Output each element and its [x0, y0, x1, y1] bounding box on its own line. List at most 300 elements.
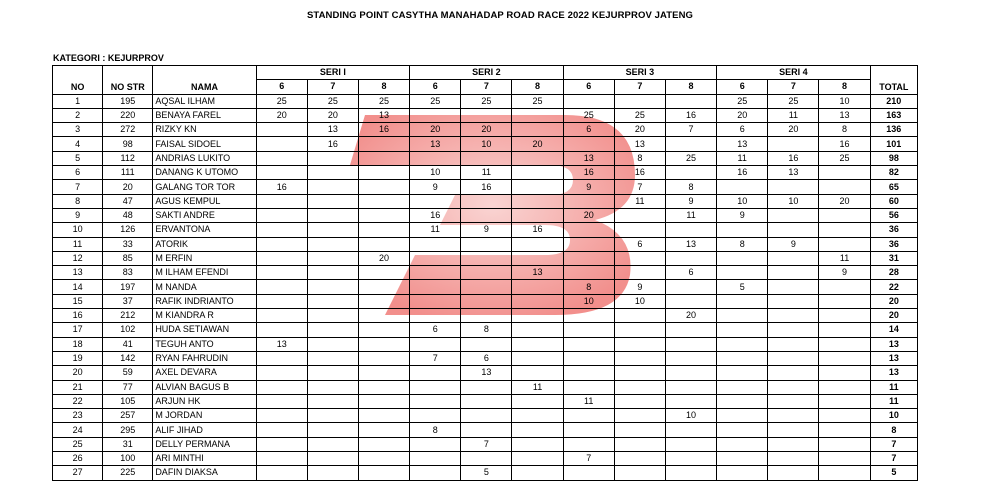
points-cell — [512, 123, 563, 137]
points-cell — [819, 323, 870, 337]
points-cell: 25 — [358, 94, 409, 108]
rider-name-cell: FAISAL SIDOEL — [153, 137, 256, 151]
rider-nostr-cell: 102 — [103, 323, 153, 337]
rider-no-cell: 3 — [53, 123, 103, 137]
points-cell: 9 — [717, 208, 768, 222]
points-cell: 25 — [768, 94, 819, 108]
points-cell — [307, 194, 358, 208]
points-cell — [768, 180, 819, 194]
header-seri-1: SERI I — [256, 66, 409, 80]
rider-nostr-cell: 33 — [103, 237, 153, 251]
rider-name-cell: BENAYA FAREL — [153, 108, 256, 122]
points-cell — [256, 394, 307, 408]
points-cell: 25 — [819, 151, 870, 165]
points-cell — [665, 351, 716, 365]
points-cell — [614, 437, 665, 451]
points-cell — [410, 380, 461, 394]
points-cell — [717, 423, 768, 437]
points-cell — [717, 266, 768, 280]
points-cell — [358, 137, 409, 151]
points-cell — [307, 294, 358, 308]
points-cell: 16 — [461, 180, 512, 194]
points-cell: 13 — [512, 266, 563, 280]
rider-name-cell: DELLY PERMANA — [153, 437, 256, 451]
rider-name-cell: ALIF JIHAD — [153, 423, 256, 437]
points-cell — [614, 423, 665, 437]
points-cell: 13 — [665, 237, 716, 251]
rider-no-cell: 22 — [53, 394, 103, 408]
points-cell — [512, 166, 563, 180]
points-cell — [358, 309, 409, 323]
points-cell — [665, 394, 716, 408]
points-cell — [819, 394, 870, 408]
points-cell — [410, 294, 461, 308]
points-cell — [819, 208, 870, 222]
header-race: 7 — [614, 80, 665, 94]
points-cell — [256, 309, 307, 323]
points-cell: 20 — [665, 309, 716, 323]
points-cell — [410, 280, 461, 294]
points-cell — [614, 94, 665, 108]
total-cell: 98 — [870, 151, 917, 165]
points-cell — [512, 394, 563, 408]
points-cell — [410, 437, 461, 451]
points-cell — [665, 280, 716, 294]
points-cell: 10 — [410, 166, 461, 180]
points-cell: 16 — [358, 123, 409, 137]
rider-nostr-cell: 59 — [103, 366, 153, 380]
points-cell: 11 — [614, 194, 665, 208]
points-cell: 11 — [665, 208, 716, 222]
points-cell — [614, 309, 665, 323]
points-cell: 8 — [819, 123, 870, 137]
rider-nostr-cell: 295 — [103, 423, 153, 437]
total-cell: 65 — [870, 180, 917, 194]
points-cell — [256, 280, 307, 294]
points-cell — [358, 394, 409, 408]
points-cell: 25 — [307, 94, 358, 108]
points-cell — [563, 94, 614, 108]
points-cell: 13 — [614, 137, 665, 151]
points-cell — [768, 294, 819, 308]
points-cell — [461, 151, 512, 165]
rider-name-cell: M ILHAM EFENDI — [153, 266, 256, 280]
points-cell — [461, 237, 512, 251]
rider-name-cell: DAFIN DIAKSA — [153, 466, 256, 480]
points-cell: 6 — [410, 323, 461, 337]
rider-no-cell: 25 — [53, 437, 103, 451]
points-cell — [717, 309, 768, 323]
points-cell: 20 — [768, 123, 819, 137]
points-cell — [665, 423, 716, 437]
points-cell — [358, 366, 409, 380]
points-cell — [512, 151, 563, 165]
rider-name-cell: RIZKY KN — [153, 123, 256, 137]
points-cell — [410, 452, 461, 466]
points-cell — [307, 466, 358, 480]
points-cell — [563, 380, 614, 394]
header-nama: NAMA — [153, 66, 256, 95]
rider-nostr-cell: 37 — [103, 294, 153, 308]
header-race: 8 — [358, 80, 409, 94]
points-cell: 16 — [307, 137, 358, 151]
points-cell — [717, 380, 768, 394]
table-row — [53, 194, 918, 208]
points-cell: 9 — [614, 280, 665, 294]
points-cell — [614, 208, 665, 222]
points-cell — [410, 337, 461, 351]
points-cell — [614, 323, 665, 337]
points-cell — [307, 337, 358, 351]
points-cell — [256, 366, 307, 380]
points-cell — [461, 423, 512, 437]
total-cell: 28 — [870, 266, 917, 280]
points-cell — [717, 294, 768, 308]
points-cell — [307, 151, 358, 165]
points-cell — [665, 137, 716, 151]
points-cell — [665, 323, 716, 337]
points-cell: 6 — [614, 237, 665, 251]
points-cell: 20 — [563, 208, 614, 222]
rider-nostr-cell: 31 — [103, 437, 153, 451]
standings-table — [52, 65, 918, 481]
table-row — [53, 223, 918, 237]
total-cell: 13 — [870, 337, 917, 351]
rider-no-cell: 4 — [53, 137, 103, 151]
points-cell — [307, 309, 358, 323]
points-cell: 9 — [819, 266, 870, 280]
points-cell: 25 — [461, 94, 512, 108]
rider-nostr-cell: 111 — [103, 166, 153, 180]
points-cell — [256, 194, 307, 208]
rider-nostr-cell: 142 — [103, 351, 153, 365]
points-cell — [717, 409, 768, 423]
points-cell — [819, 452, 870, 466]
points-cell — [614, 466, 665, 480]
points-cell — [563, 194, 614, 208]
points-cell — [819, 180, 870, 194]
points-cell — [410, 266, 461, 280]
points-cell — [256, 208, 307, 222]
points-cell: 6 — [461, 351, 512, 365]
rider-name-cell: AQSAL ILHAM — [153, 94, 256, 108]
page-title: STANDING POINT CASYTHA MANAHADAP ROAD RACE 2022 KEJURPROV JATENG — [306, 10, 694, 21]
points-cell — [665, 166, 716, 180]
points-cell — [256, 351, 307, 365]
points-cell — [461, 194, 512, 208]
rider-name-cell: AGUS KEMPUL — [153, 194, 256, 208]
rider-no-cell: 17 — [53, 323, 103, 337]
table-row — [53, 137, 918, 151]
points-cell: 20 — [410, 123, 461, 137]
table-row — [53, 423, 918, 437]
header-race: 8 — [819, 80, 870, 94]
rider-no-cell: 23 — [53, 409, 103, 423]
points-cell: 10 — [665, 409, 716, 423]
total-cell: 7 — [870, 437, 917, 451]
points-cell — [410, 366, 461, 380]
points-cell — [461, 452, 512, 466]
points-cell — [614, 452, 665, 466]
points-cell: 8 — [614, 151, 665, 165]
points-cell: 20 — [358, 251, 409, 265]
rider-nostr-cell: 105 — [103, 394, 153, 408]
points-cell — [256, 294, 307, 308]
points-cell — [410, 466, 461, 480]
points-cell — [461, 337, 512, 351]
points-cell — [665, 337, 716, 351]
total-cell: 11 — [870, 380, 917, 394]
header-race: 8 — [512, 80, 563, 94]
points-cell — [410, 394, 461, 408]
points-cell: 7 — [461, 437, 512, 451]
points-cell: 25 — [512, 94, 563, 108]
points-cell — [819, 423, 870, 437]
total-cell: 14 — [870, 323, 917, 337]
points-cell: 16 — [512, 223, 563, 237]
total-cell: 36 — [870, 237, 917, 251]
points-cell — [717, 437, 768, 451]
points-cell — [461, 294, 512, 308]
points-cell — [358, 323, 409, 337]
rider-name-cell: ARI MINTHI — [153, 452, 256, 466]
points-cell: 20 — [461, 123, 512, 137]
points-cell — [307, 366, 358, 380]
total-cell: 163 — [870, 108, 917, 122]
table-row — [53, 280, 918, 294]
points-cell: 13 — [461, 366, 512, 380]
header-race: 6 — [410, 80, 461, 94]
rider-name-cell: SAKTI ANDRE — [153, 208, 256, 222]
points-cell — [256, 437, 307, 451]
total-cell: 11 — [870, 394, 917, 408]
points-cell — [307, 409, 358, 423]
points-cell — [717, 366, 768, 380]
points-cell — [358, 466, 409, 480]
points-cell — [614, 394, 665, 408]
table-row — [53, 208, 918, 222]
points-cell — [768, 266, 819, 280]
rider-no-cell: 12 — [53, 251, 103, 265]
points-cell — [512, 323, 563, 337]
header-seri-4: SERI 4 — [717, 66, 871, 80]
points-cell — [358, 452, 409, 466]
rider-nostr-cell: 197 — [103, 280, 153, 294]
points-cell — [717, 452, 768, 466]
table-row — [53, 394, 918, 408]
points-cell — [358, 266, 409, 280]
points-cell: 25 — [665, 151, 716, 165]
points-cell — [819, 223, 870, 237]
rider-no-cell: 13 — [53, 266, 103, 280]
points-cell: 11 — [461, 166, 512, 180]
rider-name-cell: M NANDA — [153, 280, 256, 294]
points-cell — [717, 351, 768, 365]
points-cell — [563, 423, 614, 437]
points-cell — [665, 251, 716, 265]
points-cell: 11 — [563, 394, 614, 408]
points-cell — [819, 366, 870, 380]
points-cell — [512, 423, 563, 437]
points-cell — [358, 180, 409, 194]
points-cell — [819, 380, 870, 394]
points-cell — [256, 466, 307, 480]
table-row — [53, 151, 918, 165]
points-cell — [256, 423, 307, 437]
points-cell: 8 — [461, 323, 512, 337]
rider-nostr-cell: 100 — [103, 452, 153, 466]
table-row — [53, 108, 918, 122]
rider-no-cell: 16 — [53, 309, 103, 323]
points-cell — [665, 452, 716, 466]
points-cell — [461, 208, 512, 222]
rider-nostr-cell: 48 — [103, 208, 153, 222]
points-cell — [358, 208, 409, 222]
points-cell — [819, 309, 870, 323]
rider-nostr-cell: 83 — [103, 266, 153, 280]
rider-nostr-cell: 126 — [103, 223, 153, 237]
points-cell: 9 — [768, 237, 819, 251]
points-cell — [358, 409, 409, 423]
rider-nostr-cell: 112 — [103, 151, 153, 165]
points-cell: 16 — [717, 166, 768, 180]
points-cell — [307, 223, 358, 237]
points-cell — [307, 266, 358, 280]
points-cell — [563, 309, 614, 323]
points-cell: 25 — [256, 94, 307, 108]
points-cell — [256, 166, 307, 180]
points-cell — [768, 323, 819, 337]
rider-no-cell: 27 — [53, 466, 103, 480]
points-cell — [819, 237, 870, 251]
points-cell — [768, 280, 819, 294]
points-cell — [358, 194, 409, 208]
points-cell: 16 — [410, 208, 461, 222]
rider-nostr-cell: 220 — [103, 108, 153, 122]
rider-no-cell: 7 — [53, 180, 103, 194]
points-cell — [768, 437, 819, 451]
points-cell — [768, 466, 819, 480]
points-cell — [512, 409, 563, 423]
points-cell — [256, 409, 307, 423]
rider-no-cell: 20 — [53, 366, 103, 380]
points-cell — [512, 294, 563, 308]
header-race: 6 — [563, 80, 614, 94]
points-cell: 10 — [563, 294, 614, 308]
table-row — [53, 266, 918, 280]
total-cell: 22 — [870, 280, 917, 294]
rider-no-cell: 14 — [53, 280, 103, 294]
points-cell — [307, 423, 358, 437]
table-row — [53, 380, 918, 394]
points-cell — [512, 452, 563, 466]
rider-name-cell: RAFIK INDRIANTO — [153, 294, 256, 308]
points-cell: 20 — [614, 123, 665, 137]
points-cell — [819, 294, 870, 308]
table-row — [53, 366, 918, 380]
rider-name-cell: ANDRIAS LUKITO — [153, 151, 256, 165]
points-cell — [307, 351, 358, 365]
rider-nostr-cell: 41 — [103, 337, 153, 351]
points-cell: 11 — [512, 380, 563, 394]
standings-body — [53, 94, 918, 480]
points-cell — [358, 380, 409, 394]
points-cell — [358, 237, 409, 251]
points-cell — [307, 280, 358, 294]
category-label: KATEGORI : KEJURPROV — [53, 53, 164, 63]
points-cell: 13 — [819, 108, 870, 122]
points-cell — [819, 437, 870, 451]
points-cell — [512, 208, 563, 222]
points-cell — [768, 452, 819, 466]
rider-name-cell: ATORIK — [153, 237, 256, 251]
table-row — [53, 437, 918, 451]
points-cell — [358, 294, 409, 308]
points-cell — [768, 208, 819, 222]
points-cell — [819, 351, 870, 365]
points-cell: 7 — [563, 452, 614, 466]
points-cell — [307, 237, 358, 251]
rider-name-cell: DANANG K UTOMO — [153, 166, 256, 180]
points-cell: 25 — [563, 108, 614, 122]
rider-nostr-cell: 257 — [103, 409, 153, 423]
points-cell — [358, 337, 409, 351]
points-cell — [665, 223, 716, 237]
rider-nostr-cell: 77 — [103, 380, 153, 394]
points-cell — [358, 437, 409, 451]
rider-no-cell: 8 — [53, 194, 103, 208]
rider-no-cell: 9 — [53, 208, 103, 222]
rider-nostr-cell: 98 — [103, 137, 153, 151]
points-cell: 20 — [717, 108, 768, 122]
points-cell — [512, 466, 563, 480]
total-cell: 20 — [870, 309, 917, 323]
rider-no-cell: 19 — [53, 351, 103, 365]
table-row — [53, 409, 918, 423]
points-cell: 6 — [563, 123, 614, 137]
rider-name-cell: RYAN FAHRUDIN — [153, 351, 256, 365]
rider-name-cell: M KIANDRA R — [153, 309, 256, 323]
points-cell: 6 — [717, 123, 768, 137]
points-cell — [256, 452, 307, 466]
points-cell: 10 — [819, 94, 870, 108]
points-cell — [461, 380, 512, 394]
points-cell — [768, 337, 819, 351]
points-cell — [819, 466, 870, 480]
points-cell — [563, 251, 614, 265]
points-cell — [410, 251, 461, 265]
rider-name-cell: HUDA SETIAWAN — [153, 323, 256, 337]
total-cell: 56 — [870, 208, 917, 222]
points-cell — [256, 223, 307, 237]
points-cell: 20 — [256, 108, 307, 122]
rider-name-cell: M ERFIN — [153, 251, 256, 265]
points-cell: 11 — [410, 223, 461, 237]
points-cell — [563, 466, 614, 480]
total-cell: 10 — [870, 409, 917, 423]
table-row — [53, 123, 918, 137]
total-cell: 31 — [870, 251, 917, 265]
points-cell — [256, 251, 307, 265]
table-row — [53, 251, 918, 265]
header-race: 7 — [768, 80, 819, 94]
points-cell — [768, 223, 819, 237]
points-cell: 25 — [410, 94, 461, 108]
points-cell: 20 — [819, 194, 870, 208]
rider-name-cell: GALANG TOR TOR — [153, 180, 256, 194]
points-cell — [307, 380, 358, 394]
points-cell — [665, 366, 716, 380]
